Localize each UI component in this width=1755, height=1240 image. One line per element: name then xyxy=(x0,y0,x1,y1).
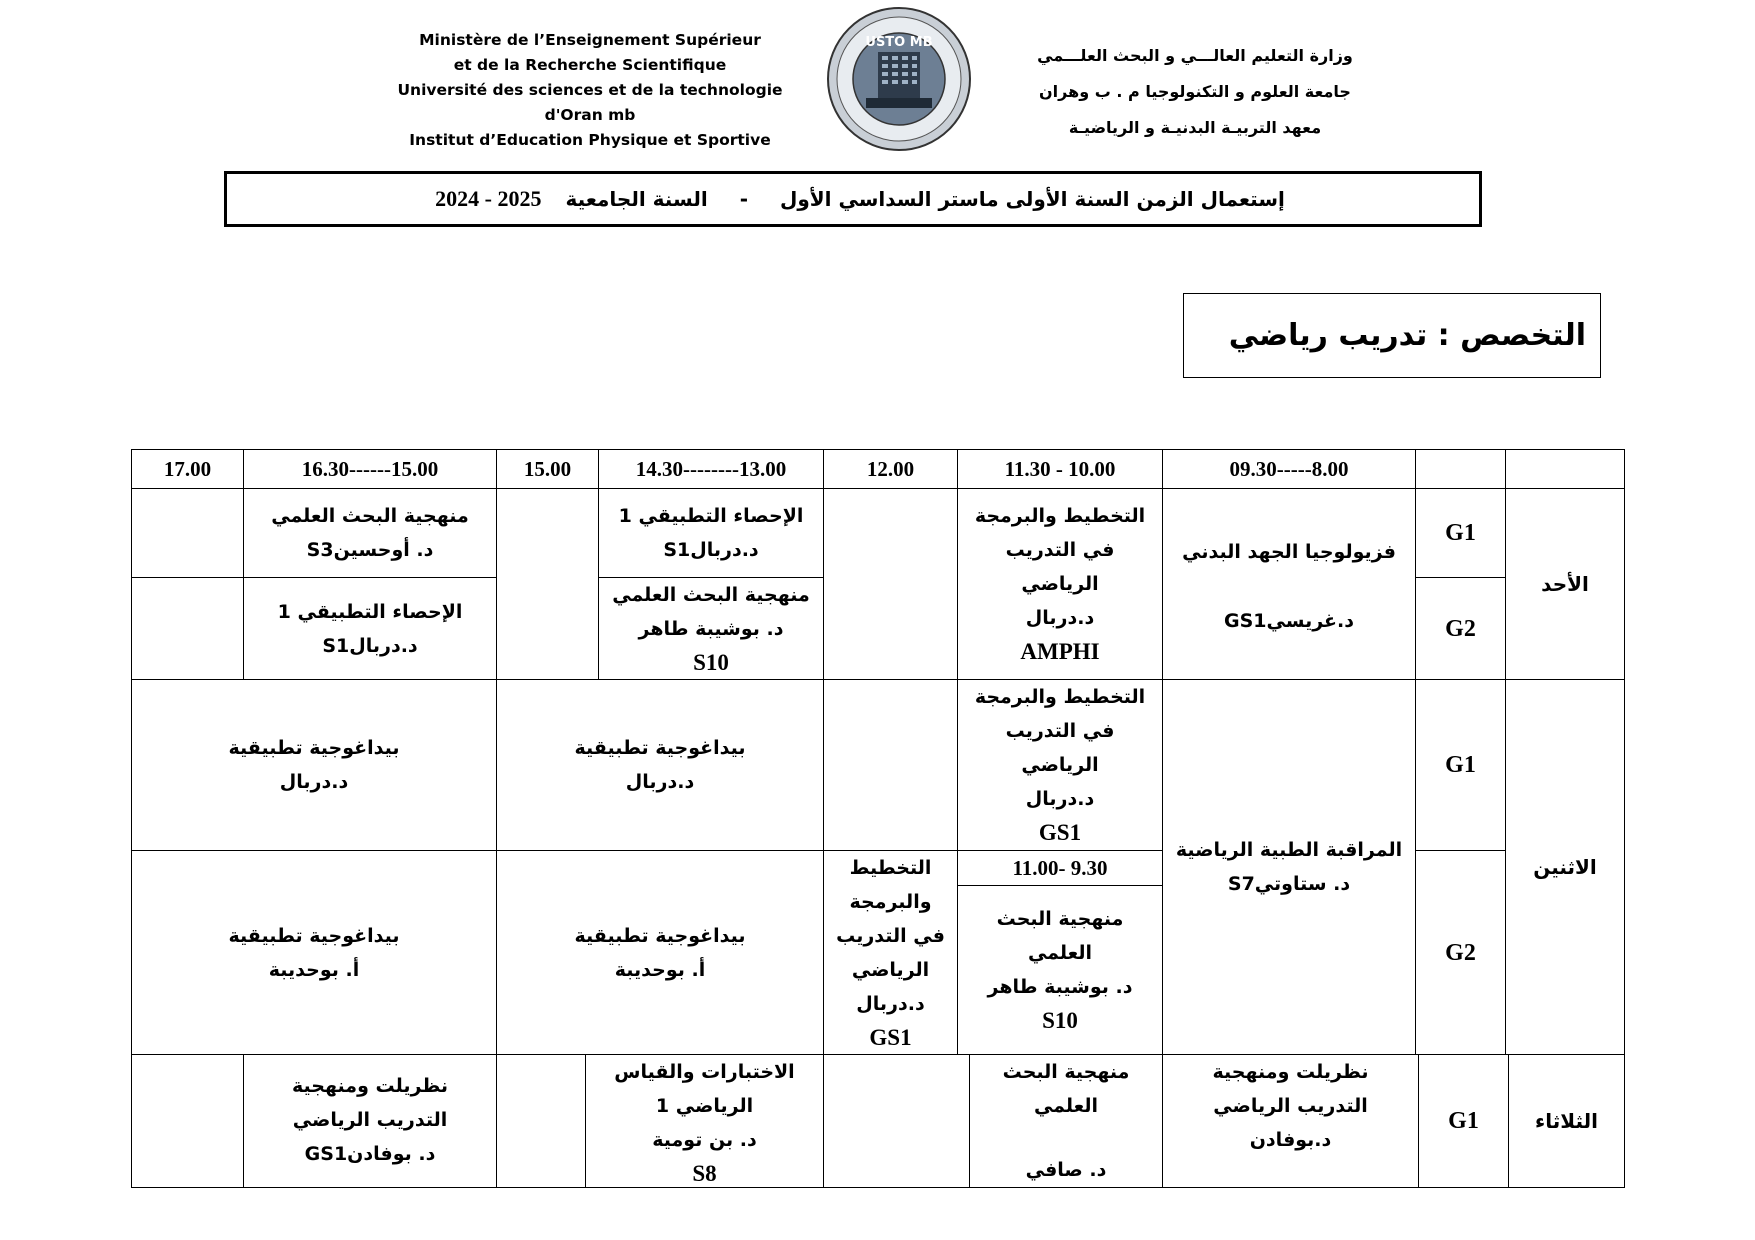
title-separator: - xyxy=(739,187,748,211)
cell-text: نظريلت ومنهجية xyxy=(1212,1061,1369,1083)
tue-t1-course xyxy=(1162,1054,1419,1188)
header-ar-line: معهد التربيـة البدنيـة و الرياضيـة xyxy=(1068,118,1322,137)
cell-text: التخطيط xyxy=(849,856,932,879)
cell-text: الأحد xyxy=(1541,572,1589,596)
header-fr-line: Université des sciences et de la technologie xyxy=(397,81,783,99)
cell-text: د.دربال xyxy=(1025,607,1095,629)
cell-text: 14.30--------13.00 xyxy=(635,457,787,481)
cell-text: 15.00 xyxy=(523,457,572,481)
day-header-empty xyxy=(1505,449,1625,489)
sun-t1-course xyxy=(1162,488,1416,680)
cell-text: د. بن تومية xyxy=(652,1129,757,1151)
cell-text: د.بوفادن xyxy=(1249,1129,1332,1151)
cell-text: 11.00- 9.30 xyxy=(1012,856,1108,880)
cell-text: الاختبارات والقياس xyxy=(614,1061,795,1083)
cell-text: د. صافي xyxy=(1025,1159,1107,1181)
mon-g1-t6-course xyxy=(131,679,497,851)
cell-text: GS1 xyxy=(1038,820,1082,845)
cell-text: في التدريب xyxy=(1005,539,1115,561)
cell-text: في التدريب xyxy=(836,924,945,947)
cell-text: AMPHI xyxy=(1020,639,1100,664)
academic-year: 2024 - 2025 xyxy=(435,186,542,211)
cell-text: نظريلت ومنهجية xyxy=(292,1075,448,1097)
cell-text: التخطيط والبرمجة xyxy=(974,505,1146,527)
sun-t5-empty xyxy=(496,488,599,680)
cell-text: S10 xyxy=(1042,1008,1078,1033)
cell-text: د.دربال xyxy=(856,992,925,1015)
cell-text: منهجية البحث العلمي xyxy=(271,505,469,527)
group-g2 xyxy=(1415,850,1506,1055)
cell-text: بيداغوجية تطبيقية xyxy=(228,737,400,759)
cell-text: S10 xyxy=(693,649,729,675)
cell-text: G2 xyxy=(1445,939,1476,966)
cell-text: في التدريب xyxy=(1005,720,1115,742)
cell-text: العلمي xyxy=(1027,942,1093,964)
cell-text: الرياضي xyxy=(1021,573,1099,595)
cell-text: 16.30------15.00 xyxy=(301,457,439,481)
cell-text: د. أوحسينS3 xyxy=(306,539,434,561)
cell-text: التدريب الرياضي xyxy=(292,1109,448,1131)
cell-text: الرياضي xyxy=(1021,754,1099,776)
cell-text: د.دربال xyxy=(279,771,349,793)
mon-g2-t2-course xyxy=(957,885,1163,1055)
time-header xyxy=(496,449,599,489)
year-label: السنة الجامعية xyxy=(565,187,708,211)
cell-text: د. ستاوتيS7 xyxy=(1227,873,1351,895)
svg-text:USTO MB: USTO MB xyxy=(865,35,933,50)
cell-text: G1 xyxy=(1448,1108,1479,1134)
cell-text: د.دربال xyxy=(1025,788,1095,810)
sun-g2-t7-empty xyxy=(131,577,244,680)
cell-text: الإحصاء التطبيقي 1 xyxy=(618,505,804,527)
cell-text: منهجية البحث xyxy=(996,908,1124,930)
cell-text: منهجية البحث xyxy=(1002,1061,1130,1083)
tue-t7-empty xyxy=(131,1054,244,1188)
header-fr-line: Institut d’Education Physique et Sportive xyxy=(409,131,771,149)
cell-text: د.دربال xyxy=(625,771,695,793)
cell-text: أ. بوحديبة xyxy=(268,958,360,981)
header-fr-line: Ministère de l’Enseignement Supérieur xyxy=(419,31,761,49)
sun-g1-t7-empty xyxy=(131,488,244,578)
time-header xyxy=(1162,449,1416,489)
cell-text: 12.00 xyxy=(866,457,915,481)
time-header xyxy=(131,449,244,489)
tue-t2-course xyxy=(969,1054,1163,1188)
cell-text: G2 xyxy=(1445,615,1476,642)
cell-text: د. بوشيبة طاهر xyxy=(638,617,784,640)
mon-g1-t2-course xyxy=(957,679,1163,851)
cell-text: G1 xyxy=(1445,520,1476,546)
cell-text: د.دربالS1 xyxy=(663,539,759,561)
header-ar-line: جامعة العلوم و التكنولوجيا م . ب وهران xyxy=(1039,82,1351,101)
mon-t1-course xyxy=(1162,679,1416,1055)
cell-text: الثلاثاء xyxy=(1535,1109,1598,1133)
cell-text: المراقبة الطبية الرياضية xyxy=(1175,839,1403,861)
sun-t2-course xyxy=(957,488,1163,680)
university-logo xyxy=(826,6,972,152)
group-g1 xyxy=(1415,679,1506,851)
cell-text: الرياضي xyxy=(851,958,930,981)
group-g1 xyxy=(1415,488,1506,578)
time-header xyxy=(957,449,1163,489)
course-prof: د.غريسيGS1 xyxy=(1224,609,1354,632)
specialty-label: التخصص : تدريب رياضي xyxy=(1228,318,1586,353)
sun-g1-t4-course xyxy=(598,488,824,578)
group-g1 xyxy=(1418,1054,1509,1188)
header-fr-line: d'Oran mb xyxy=(544,106,636,124)
mon-g1-t4-course xyxy=(496,679,824,851)
cell-text: S8 xyxy=(692,1161,717,1186)
day-sunday xyxy=(1505,488,1625,680)
schedule-table xyxy=(131,449,1625,1187)
mon-g1-t3-empty xyxy=(823,679,958,851)
specialty-box xyxy=(1183,293,1601,378)
sun-g1-t6-course xyxy=(243,488,497,578)
title-text: إستعمال الزمن السنة الأولى ماستر السداسي الأول xyxy=(780,187,1285,211)
mon-g2-time xyxy=(957,850,1163,886)
header-french xyxy=(380,28,800,153)
tue-t5-empty xyxy=(496,1054,586,1188)
tue-t3-empty xyxy=(823,1054,970,1188)
mon-g2-t6-course xyxy=(131,850,497,1055)
course-name: فزيولوجيا الجهد البدني xyxy=(1182,540,1396,563)
time-header xyxy=(823,449,958,489)
cell-text: د.دربالS1 xyxy=(322,634,418,657)
tue-t4-course xyxy=(585,1054,824,1188)
sun-t3-empty xyxy=(823,488,958,680)
day-monday xyxy=(1505,679,1625,1055)
cell-text: منهجية البحث العلمي xyxy=(612,583,810,606)
cell-text: الرياضي 1 xyxy=(655,1095,754,1117)
cell-text: العلمي xyxy=(1033,1095,1099,1117)
cell-text: 17.00 xyxy=(163,457,212,481)
cell-text: د. بوشيبة طاهر xyxy=(987,976,1133,998)
mon-g2-t4-course xyxy=(496,850,824,1055)
cell-text: د. بوفادنGS1 xyxy=(304,1143,436,1165)
day-tuesday xyxy=(1508,1054,1625,1188)
group-header-empty xyxy=(1415,449,1506,489)
cell-text: GS1 xyxy=(869,1024,912,1050)
cell-text: بيداغوجية تطبيقية xyxy=(574,924,746,947)
mon-g2-t3-course xyxy=(823,850,958,1055)
header-fr-line: et de la Recherche Scientifique xyxy=(453,56,727,74)
header-ar-line: وزارة التعليم العالـــي و البحث العلـــمي xyxy=(1037,46,1353,65)
cell-text: 11.30 - 10.00 xyxy=(1004,457,1116,481)
cell-text: بيداغوجية تطبيقية xyxy=(228,924,400,947)
cell-text: الإحصاء التطبيقي 1 xyxy=(277,600,463,623)
sun-g2-t4-course xyxy=(598,577,824,680)
cell-text: الاثنين xyxy=(1533,855,1597,879)
cell-text: G1 xyxy=(1445,752,1476,778)
header-arabic xyxy=(1000,38,1390,146)
time-header xyxy=(598,449,824,489)
cell-text: والبرمجة xyxy=(849,890,932,913)
cell-text: 09.30-----8.00 xyxy=(1229,457,1349,481)
schedule-title-box xyxy=(224,171,1482,227)
group-g2 xyxy=(1415,577,1506,680)
cell-text: التخطيط والبرمجة xyxy=(974,686,1146,708)
cell-text: أ. بوحديبة xyxy=(614,958,706,981)
cell-text: بيداغوجية تطبيقية xyxy=(574,737,746,759)
time-header xyxy=(243,449,497,489)
cell-text: التدريب الرياضي xyxy=(1213,1095,1368,1117)
sun-g2-t6-course xyxy=(243,577,497,680)
tue-t6-course xyxy=(243,1054,497,1188)
